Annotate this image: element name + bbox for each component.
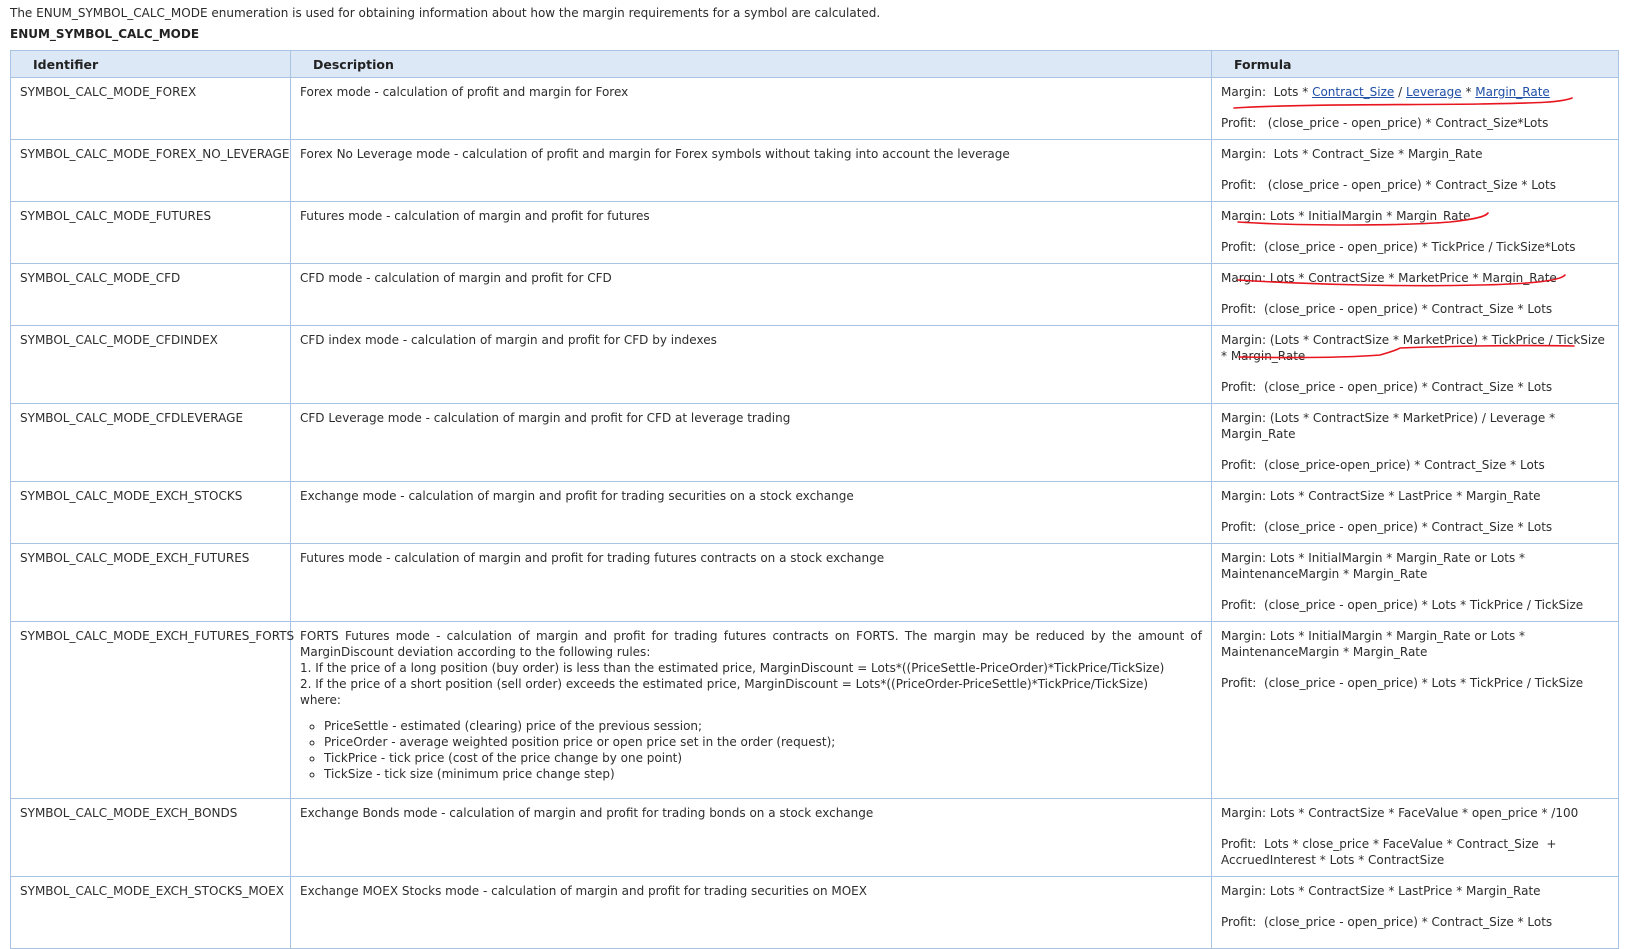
profit-formula: Profit: (close_price - open_price) * Lots * TickPrice / TickSize: [1221, 598, 1584, 612]
rule-1: 1. If the price of a long position (buy order) is less than the estimated price, MarginDiscount = Lots*((PriceSettle-PriceOrder)*TickPrice/TickSize): [300, 661, 1165, 675]
rules-list: [300, 718, 1202, 782]
formula-cell: [1212, 877, 1619, 949]
profit-formula: Profit: Lots * close_price * FaceValue * Contract_Size + AccruedInterest * Lots * ContractSize: [1221, 837, 1561, 867]
description-cell: [291, 482, 1212, 544]
description-cell: [291, 622, 1212, 799]
formula-cell: [1212, 482, 1619, 544]
table-row: [11, 544, 1619, 622]
margin-formula: Margin: Lots * InitialMargin * Margin_Rate or Lots * MaintenanceMargin * Margin_Rate: [1221, 551, 1529, 581]
table-row: [11, 799, 1619, 877]
description-text: Forex No Leverage mode - calculation of profit and margin for Forex symbols without taking into account the leverage: [300, 147, 1010, 161]
margin-formula: [1221, 84, 1609, 100]
table-row: [11, 482, 1619, 544]
profit-formula: Profit: (close_price - open_price) * Contract_Size*Lots: [1221, 116, 1549, 130]
profit-formula: Profit: (close_price - open_price) * Contract_Size * Lots: [1221, 915, 1553, 929]
margin-rate-link[interactable]: Margin_Rate: [1475, 85, 1550, 99]
table-row: [11, 877, 1619, 949]
where-label: where:: [300, 693, 341, 707]
list-item: ◦ TickSize - tick size (minimum price change step): [324, 766, 1202, 782]
description-text: Futures mode - calculation of margin and profit for futures: [300, 209, 650, 223]
margin-formula: Margin: (Lots * ContractSize * MarketPrice) * TickPrice / TickSize * Margin_Rate: [1221, 333, 1609, 363]
header-formula: Formula: [1212, 51, 1619, 78]
margin-formula: Margin: Lots * Contract_Size * Margin_Rate: [1221, 147, 1483, 161]
margin-formula: Margin: Lots * ContractSize * LastPrice * Margin_Rate: [1221, 489, 1541, 503]
description-text: Forex mode - calculation of profit and margin for Forex: [300, 85, 629, 99]
margin-formula: Margin: Lots * ContractSize * MarketPrice * Margin_Rate: [1221, 271, 1557, 285]
formula-cell: [1212, 140, 1619, 202]
identifier-cell: SYMBOL_CALC_MODE_CFD: [11, 264, 291, 326]
identifier-cell: SYMBOL_CALC_MODE_FOREX: [11, 78, 291, 140]
table-row: [11, 78, 1619, 140]
profit-formula: Profit: (close_price - open_price) * Contract_Size * Lots: [1221, 178, 1556, 192]
list-item: ◦ PriceOrder - average weighted position price or open price set in the order (request);: [324, 734, 1202, 750]
intro-text: The ENUM_SYMBOL_CALC_MODE enumeration is used for obtaining information about how the margin requirements for a symbol are calculated.: [10, 6, 881, 20]
table-row: [11, 326, 1619, 404]
description-text: CFD index mode - calculation of margin and profit for CFD by indexes: [300, 333, 717, 347]
description-cell: [291, 404, 1212, 482]
identifier-cell: SYMBOL_CALC_MODE_FOREX_NO_LEVERAGE: [11, 140, 291, 202]
margin-formula: Margin: Lots * ContractSize * LastPrice * Margin_Rate: [1221, 884, 1541, 898]
description-cell: [291, 544, 1212, 622]
table-header-row: [11, 51, 1619, 78]
description-text: Exchange mode - calculation of margin and profit for trading securities on a stock exchange: [300, 489, 854, 503]
enum-table-container: [10, 50, 1618, 949]
table-row: [11, 622, 1619, 799]
margin-separator: /: [1394, 85, 1406, 99]
identifier-cell: SYMBOL_CALC_MODE_EXCH_STOCKS: [11, 482, 291, 544]
description-cell: [291, 799, 1212, 877]
profit-formula: Profit: (close_price - open_price) * Contract_Size * Lots: [1221, 520, 1553, 534]
list-item: ◦ PriceSettle - estimated (clearing) price of the previous session;: [324, 718, 1202, 734]
identifier-cell: SYMBOL_CALC_MODE_EXCH_BONDS: [11, 799, 291, 877]
identifier-cell: SYMBOL_CALC_MODE_FUTURES: [11, 202, 291, 264]
formula-cell: [1212, 544, 1619, 622]
formula-cell: [1212, 78, 1619, 140]
formula-cell: [1212, 202, 1619, 264]
margin-formula: Margin: Lots * InitialMargin * Margin_Rate: [1221, 209, 1471, 223]
formula-cell: [1212, 264, 1619, 326]
contract-size-link[interactable]: Contract_Size: [1312, 85, 1395, 99]
description-text: Exchange Bonds mode - calculation of margin and profit for trading bonds on a stock exchange: [300, 806, 874, 820]
formula-cell: [1212, 326, 1619, 404]
profit-formula: Profit: (close_price - open_price) * TickPrice / TickSize*Lots: [1221, 240, 1576, 254]
margin-formula: Margin: (Lots * ContractSize * MarketPrice) / Leverage * Margin_Rate: [1221, 411, 1559, 441]
description-cell: [291, 140, 1212, 202]
table-row: [11, 404, 1619, 482]
formula-cell: [1212, 622, 1619, 799]
identifier-cell: SYMBOL_CALC_MODE_CFDLEVERAGE: [11, 404, 291, 482]
identifier-cell: SYMBOL_CALC_MODE_EXCH_FUTURES_FORTS: [11, 622, 291, 799]
margin-formula: Margin: Lots * ContractSize * FaceValue * open_price * /100: [1221, 806, 1579, 820]
leverage-link[interactable]: Leverage: [1406, 85, 1462, 99]
profit-formula: Profit: (close_price - open_price) * Lots * TickPrice / TickSize: [1221, 676, 1584, 690]
margin-separator: *: [1461, 85, 1476, 99]
header-identifier: Identifier: [11, 51, 291, 78]
profit-formula: Profit: (close_price - open_price) * Contract_Size * Lots: [1221, 302, 1553, 316]
description-cell: [291, 877, 1212, 949]
description-text: CFD mode - calculation of margin and profit for CFD: [300, 271, 612, 285]
rule-2: 2. If the price of a short position (sell order) exceeds the estimated price, MarginDiscount = Lots*((PriceOrder-PriceSettle)*TickPrice/TickSize): [300, 677, 1149, 691]
enum-title: ENUM_SYMBOL_CALC_MODE: [10, 27, 200, 41]
description-cell: [291, 326, 1212, 404]
profit-formula: Profit: (close_price-open_price) * Contract_Size * Lots: [1221, 458, 1545, 472]
enum-table: [10, 50, 1619, 949]
description-text: CFD Leverage mode - calculation of margin and profit for CFD at leverage trading: [300, 411, 791, 425]
list-item: ◦ TickPrice - tick price (cost of the price change by one point): [324, 750, 1202, 766]
margin-formula: Margin: Lots * InitialMargin * Margin_Rate or Lots * MaintenanceMargin * Margin_Rate: [1221, 629, 1529, 659]
description-text: FORTS Futures mode - calculation of margin and profit for trading futures contracts on FORTS. The margin may be reduced by the amount of MarginDiscount deviation according to the following rules:: [300, 629, 1202, 659]
table-row: [11, 140, 1619, 202]
identifier-cell: SYMBOL_CALC_MODE_EXCH_STOCKS_MOEX: [11, 877, 291, 949]
identifier-cell: SYMBOL_CALC_MODE_CFDINDEX: [11, 326, 291, 404]
profit-formula: Profit: (close_price - open_price) * Contract_Size * Lots: [1221, 380, 1553, 394]
table-row: [11, 202, 1619, 264]
formula-cell: [1212, 404, 1619, 482]
description-cell: [291, 78, 1212, 140]
description-cell: [291, 202, 1212, 264]
description-text: Exchange MOEX Stocks mode - calculation of margin and profit for trading securities on MOEX: [300, 884, 867, 898]
formula-cell: [1212, 799, 1619, 877]
margin-prefix: Margin: Lots *: [1221, 85, 1313, 99]
description-cell: [291, 264, 1212, 326]
header-description: Description: [291, 51, 1212, 78]
table-row: [11, 264, 1619, 326]
identifier-cell: SYMBOL_CALC_MODE_EXCH_FUTURES: [11, 544, 291, 622]
description-text: Futures mode - calculation of margin and profit for trading futures contracts on a stock exchange: [300, 551, 885, 565]
